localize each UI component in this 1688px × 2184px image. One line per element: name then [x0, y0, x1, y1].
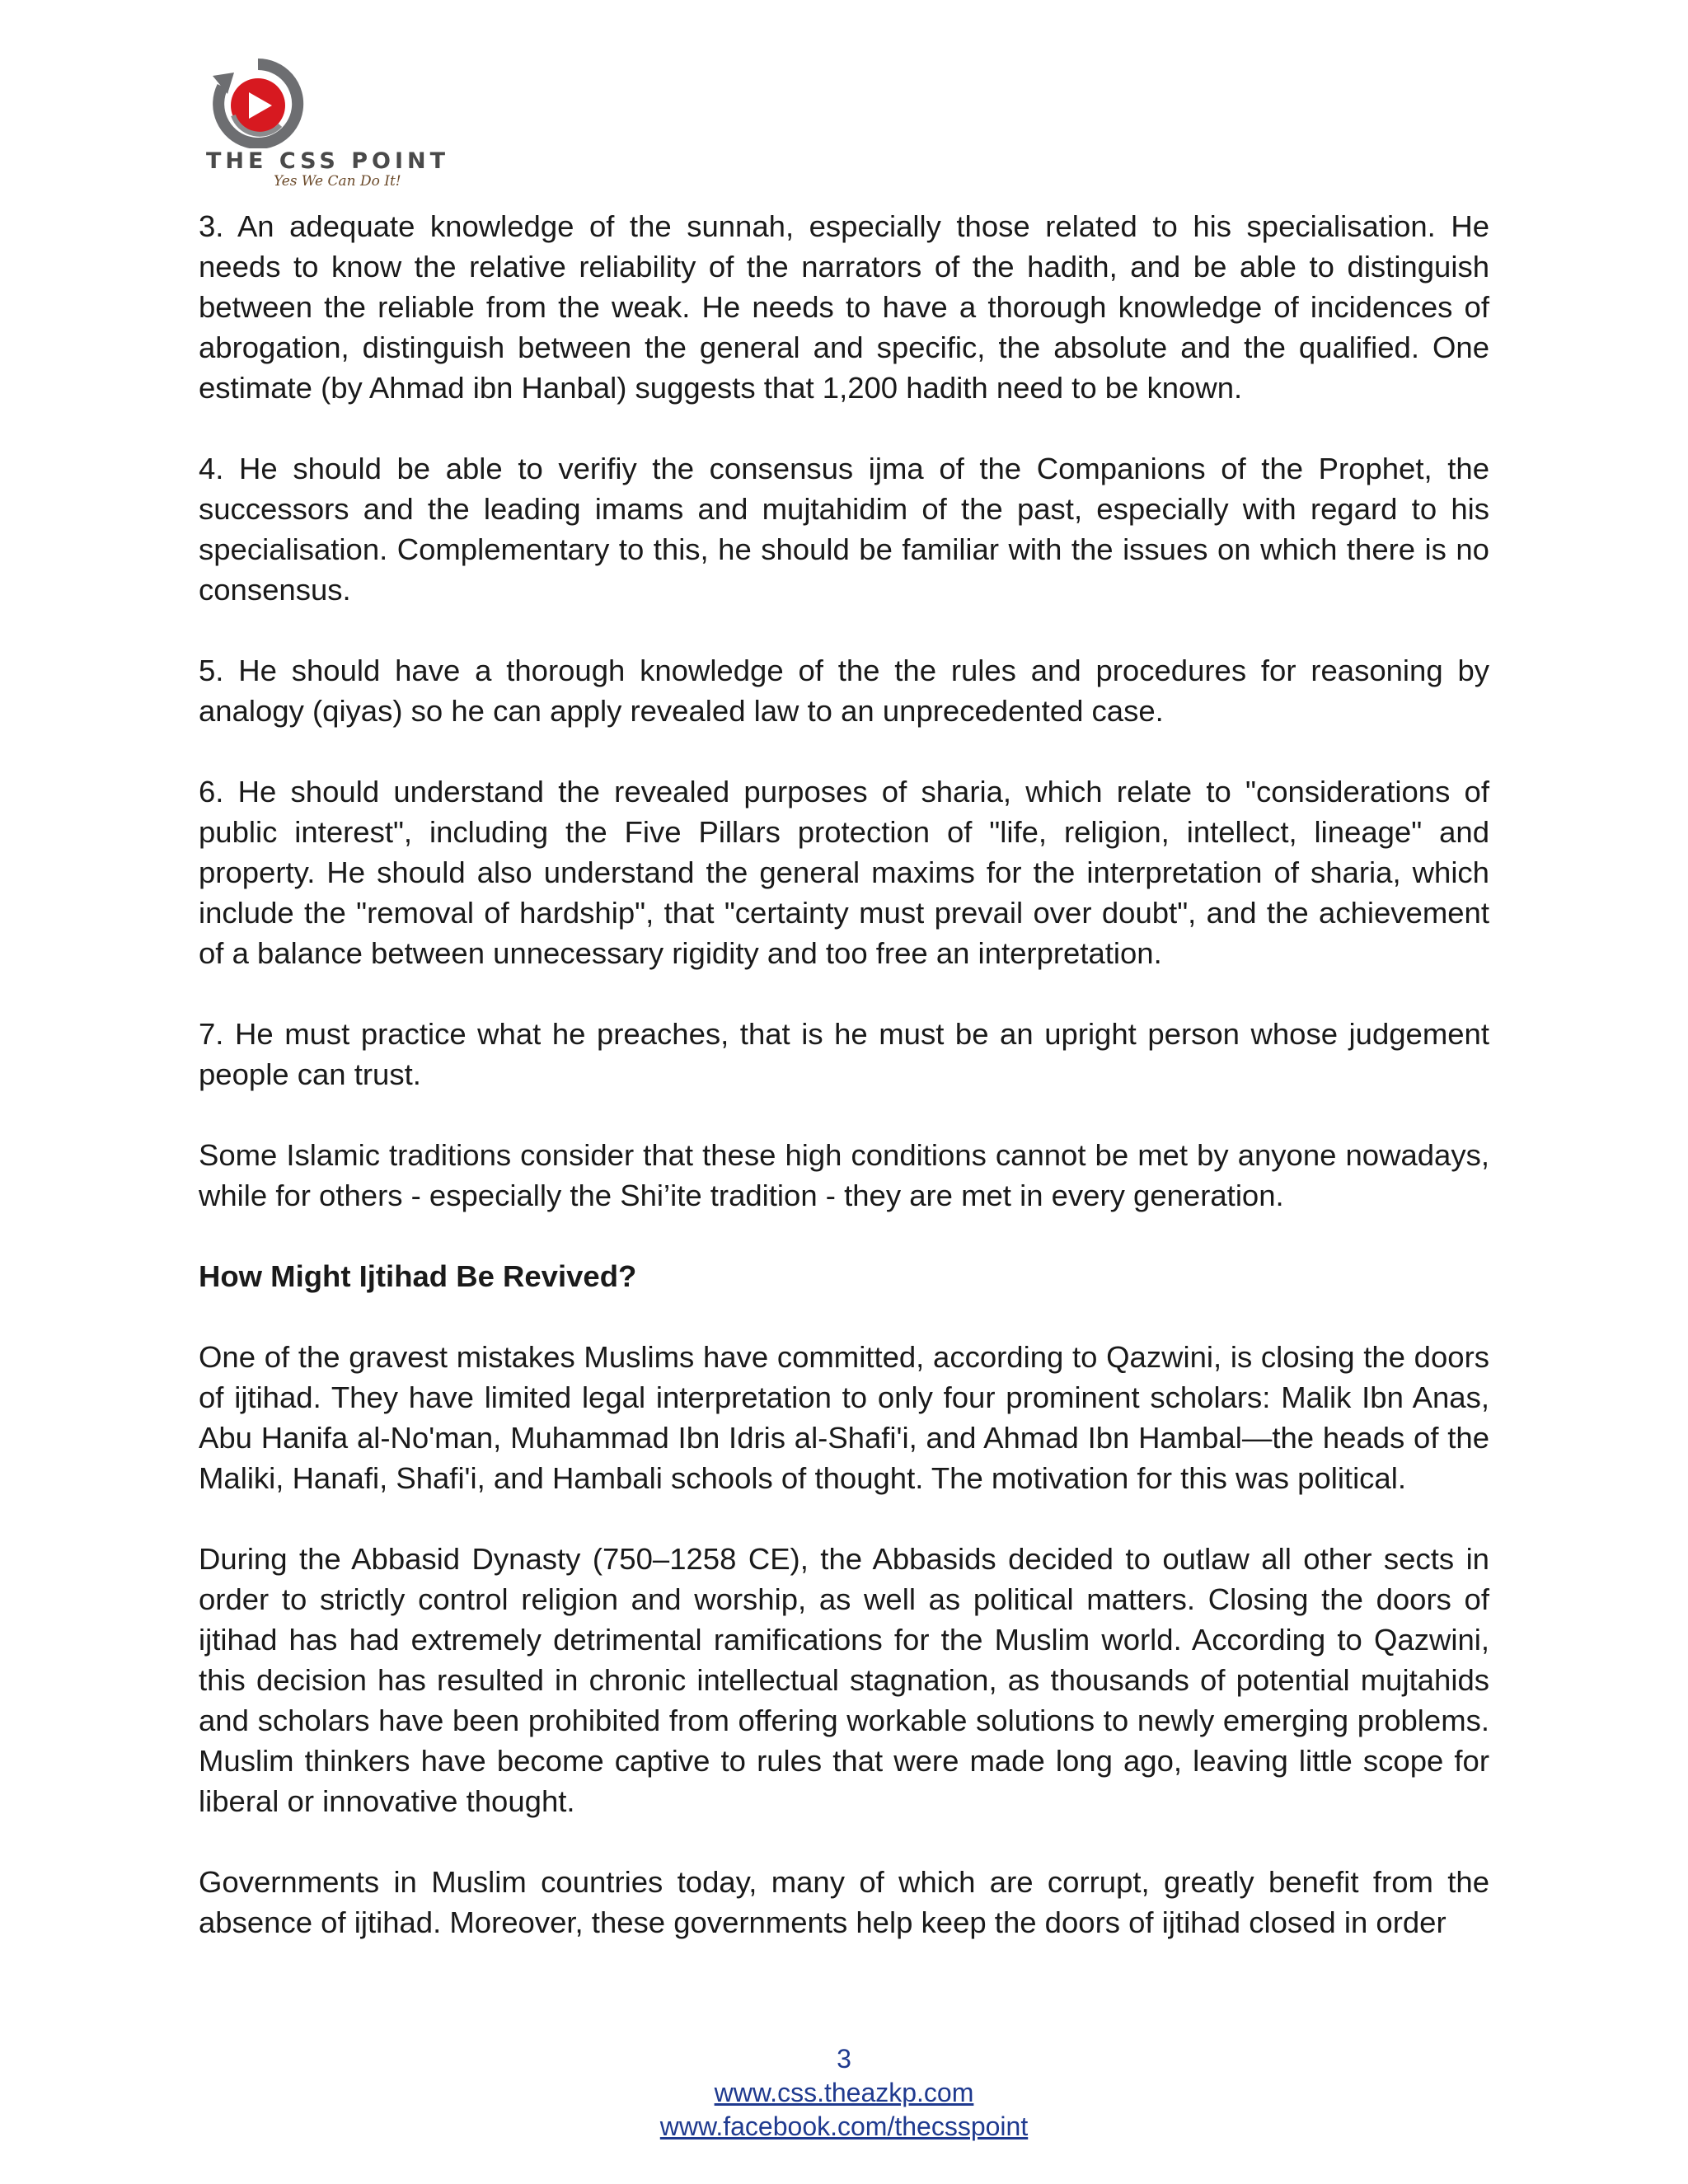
- logo-tagline: Yes We Can Do It!: [274, 173, 401, 190]
- section-heading: How Might Ijtihad Be Revived?: [199, 1259, 637, 1293]
- page-number: 3: [837, 2044, 851, 2074]
- paragraph: 3. An adequate knowledge of the sunnah, especially those related to his specialisation. He needs to know the relative reliability of the narrators of the hadith, and be able to distinguish between the reliable from the weak. He needs to have a thorough knowledge of incidences of abrogation, distinguish between the general and specific, the absolute and the qualified. One estimate (by Ahmad ibn Hanbal) suggests that 1,200 hadith need to be known.: [199, 209, 1489, 405]
- paragraph: 5. He should have a thorough knowledge of the the rules and procedures for reasoning by analogy (qiyas) so he can apply revealed law to an unprecedented case.: [199, 654, 1489, 728]
- css-point-logo-icon: [204, 58, 312, 148]
- paragraph: During the Abbasid Dynasty (750–1258 CE), the Abbasids decided to outlaw all other sects in order to strictly control religion and worship, as well as political matters. Closing the doors of ijtihad has had extremely detrimental ramifications for the Muslim world. According to Qazwini, this decision has resulted in chronic intellectual stagnation, as thousands of potential mujtahids and scholars have been prohibited from offering workable solutions to newly emerging problems. Muslim thinkers have become captive to rules that were made long ago, leaving little scope for liberal or innovative thought.: [199, 1542, 1489, 1818]
- paragraph: 6. He should understand the revealed purposes of sharia, which relate to "considerations of public interest", including the Five Pillars protection of "life, religion, intellect, lineage" and property. He should also understand the general maxims for the interpretation of sharia, which include the "removal of hardship", that "certainty must prevail over doubt", and the achievement of a balance between unnecessary rigidity and too free an interpretation.: [199, 775, 1489, 970]
- logo-title: THE CSS POINT: [206, 148, 450, 174]
- paragraph: 7. He must practice what he preaches, that is he must be an upright person whose judgement people can trust.: [199, 1017, 1489, 1091]
- paragraph: One of the gravest mistakes Muslims have committed, according to Qazwini, is closing the doors of ijtihad. They have limited legal interpretation to only four prominent scholars: Malik Ibn Anas, Abu Hanifa al-No'man, Muhammad Ibn Idris al-Shafi'i, and Ahmad Ibn Hambal—the heads of the Maliki, Hanafi, Shafi'i, and Hambali schools of thought. The motivation for this was political.: [199, 1340, 1489, 1495]
- facebook-link[interactable]: www.facebook.com/thecsspoint: [659, 2111, 1029, 2141]
- page-footer: [0, 2042, 1688, 2144]
- logo: [204, 58, 450, 194]
- paragraph: Governments in Muslim countries today, many of which are corrupt, greatly benefit from the absence of ijtihad. Moreover, these governments help keep the doors of ijtihad closed in order: [199, 1865, 1489, 1939]
- paragraph: 4. He should be able to verifiy the consensus ijma of the Companions of the Prophet, the successors and the leading imams and mujtahidim of the past, especially with regard to his specialisation. Complementary to this, he should be familiar with the issues on which there is no consensus.: [199, 452, 1489, 607]
- website-link[interactable]: www.css.theazkp.com: [714, 2078, 974, 2107]
- document-body: [199, 206, 1489, 1983]
- paragraph: Some Islamic traditions consider that these high conditions cannot be met by anyone nowadays, while for others - especially the Shi’ite tradition - they are met in every generation.: [199, 1138, 1489, 1212]
